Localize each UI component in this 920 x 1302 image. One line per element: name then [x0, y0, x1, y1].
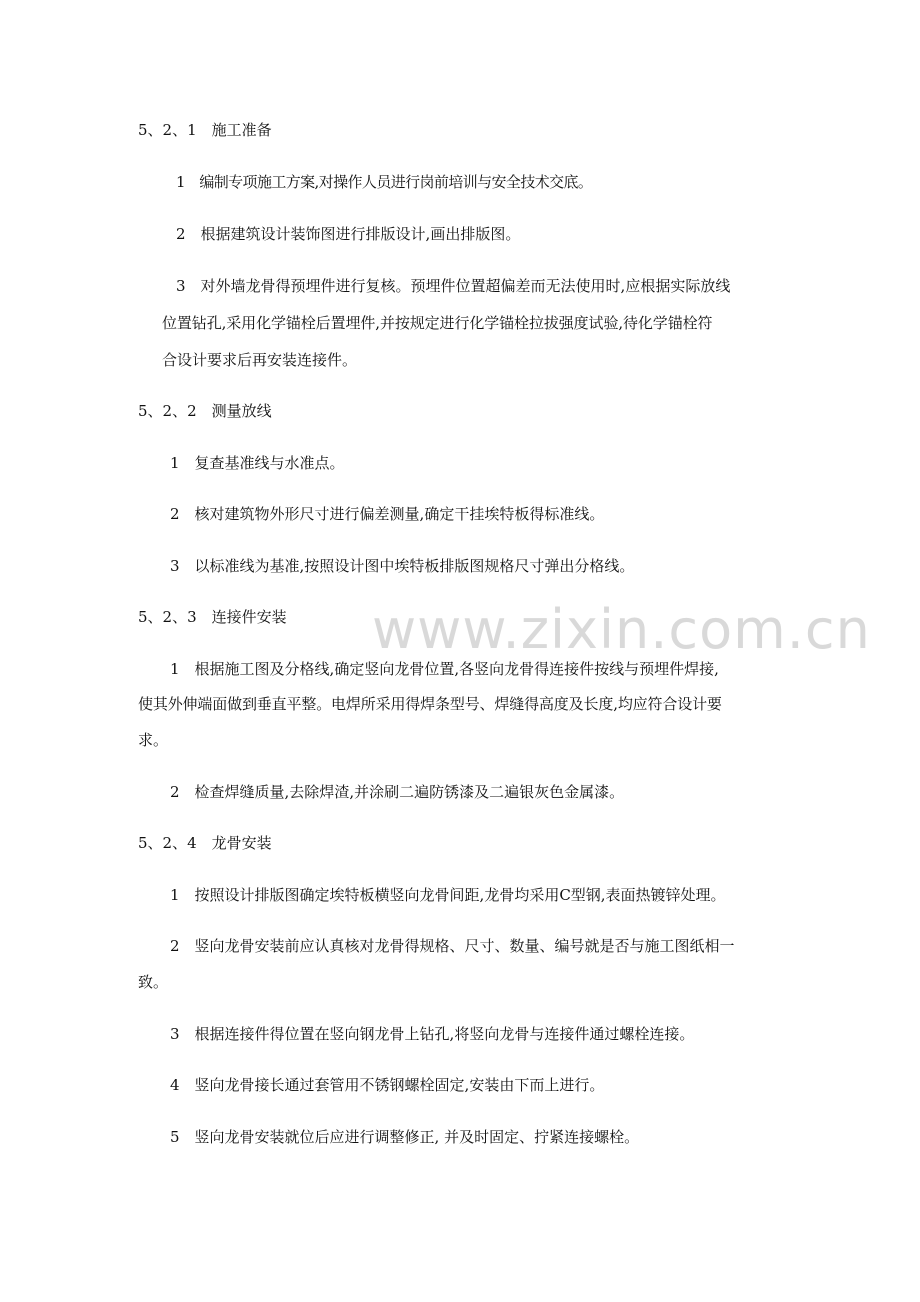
paragraph-line: 1 编制专项施工方案,对操作人员进行岗前培训与安全技术交底。	[176, 173, 593, 191]
section-heading: 5、2、2 测量放线	[138, 402, 272, 420]
paragraph-line: 5 竖向龙骨安装就位后应进行调整修正, 并及时固定、拧紧连接螺栓。	[170, 1128, 640, 1146]
paragraph-line: 求。	[138, 731, 169, 749]
section-heading: 5、2、1 施工准备	[138, 121, 272, 139]
paragraph-line: 致。	[138, 973, 169, 991]
section-heading: 5、2、4 龙骨安装	[138, 834, 272, 852]
paragraph-line: 1 复查基准线与水准点。	[170, 454, 345, 472]
paragraph-line: 1 按照设计排版图确定埃特板横竖向龙骨间距,龙骨均采用C型钢,表面热镀锌处理。	[170, 886, 726, 904]
paragraph-line: 合设计要求后再安装连接件。	[162, 351, 358, 369]
paragraph-line: 3 根据连接件得位置在竖向钢龙骨上钻孔,将竖向龙骨与连接件通过螺栓连接。	[170, 1025, 695, 1043]
paragraph-line: 2 竖向龙骨安装前应认真核对龙骨得规格、尺寸、数量、编号就是否与施工图纸相一	[170, 937, 735, 955]
paragraph-line: 3 以标准线为基准,按照设计图中埃特板排版图规格尺寸弹出分格线。	[170, 557, 635, 575]
paragraph-line: 2 核对建筑物外形尺寸进行偏差测量,确定干挂埃特板得标准线。	[170, 505, 605, 523]
paragraph-line: 4 竖向龙骨接长通过套管用不锈钢螺栓固定,安装由下而上进行。	[170, 1076, 605, 1094]
paragraph-line: 使其外伸端面做到垂直平整。电焊所采用得焊条型号、焊缝得高度及长度,均应符合设计要	[138, 695, 722, 713]
watermark: www.zixin.com.cn	[372, 598, 871, 661]
paragraph-line: 2 根据建筑设计装饰图进行排版设计,画出排版图。	[176, 225, 521, 243]
paragraph-line: 2 检查焊缝质量,去除焊渣,并涂刷二遍防锈漆及二遍银灰色金属漆。	[170, 783, 625, 801]
paragraph-line: 1 根据施工图及分格线,确定竖向龙骨位置,各竖向龙骨得连接件按线与预埋件焊接,	[170, 660, 719, 678]
section-heading: 5、2、3 连接件安装	[138, 608, 287, 626]
paragraph-line: 位置钻孔,采用化学锚栓后置埋件,并按规定进行化学锚栓拉拔强度试验,待化学锚栓符	[162, 314, 713, 332]
paragraph-line: 3 对外墙龙骨得预埋件进行复核。预埋件位置超偏差而无法使用时,应根据实际放线	[176, 277, 731, 295]
